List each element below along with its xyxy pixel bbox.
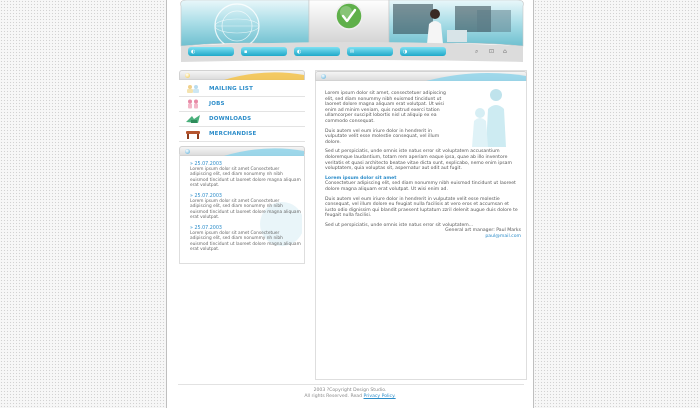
nav-button-5[interactable]: [400, 47, 446, 56]
nav-button-1[interactable]: [188, 47, 234, 56]
article-paragraph: Duis autem vel eum iriure dolor in hendrerit in vulputate velit esse molestie consequat, vel illum dolore eu feugiat nulla facilisis at vero eros et accumsan et iusto odio dignissim qui blandit praesent luptatum zzril delenit augue duis dolore te feugait nulla facilisi.: [325, 196, 518, 219]
nav-button-3[interactable]: [294, 47, 340, 56]
yellow-bullet-icon: [185, 73, 190, 78]
menu-item-merchandise[interactable]: [179, 127, 305, 142]
nav-icon-2: ▪: [244, 48, 248, 55]
search-icon[interactable]: ⌕: [475, 48, 479, 55]
blue-bullet-icon: [321, 74, 326, 79]
news-item: [190, 226, 302, 253]
article-paragraph: Lorem ipsum dolor sit amet, consectetuer adipiscing elit, sed diam nonummy nibh euismod tincidunt ut laoreet dolore magna aliquam erat volutpat. Ut wisi enim ad minim veniam, quis nostrud exerci tation ullamcorper suscipit lobortis nisl ut aliquip ex ea commodo consequat.: [325, 91, 446, 124]
sitemap-icon[interactable]: ⊡: [489, 48, 495, 55]
article-paragraph: Sed ut perspiciatis, unde omnis iste natus error sit voluptatem accusantium doloremque laudantium, totam rem aperiam eaque ipsa, quae ab illo inventore veritatis et quasi architecto beatae vitae dicta sunt, explicabo, nemo enim ipsam voluptatem, quia voluptas sit, aspernatur aut odit aut fugit.: [325, 149, 512, 172]
news-item: [190, 194, 302, 221]
nav-icon-3: ◐: [297, 48, 302, 55]
menu-item-mailing-list[interactable]: [179, 82, 305, 97]
signature-name: General art manager: Paul Marks: [445, 228, 521, 234]
copyright-text: 2003 ?Copyright Design Studio.: [313, 388, 387, 393]
sidebar-menu: [179, 82, 305, 142]
privacy-policy-link[interactable]: Privacy Policy.: [363, 393, 396, 399]
menu-item-label: MERCHANDISE: [209, 131, 257, 137]
workers-icon: [185, 99, 201, 109]
article-subheading: Lorem ipsum dolor sit amet: [325, 175, 397, 181]
article-paragraph: Sed ut perspiciatis, unde omnis iste natus error sit voluptatem...: [325, 222, 474, 228]
signature-block: [325, 228, 521, 239]
nav-button-2[interactable]: [241, 47, 287, 56]
menu-item-downloads[interactable]: [179, 112, 305, 127]
menu-item-label: JOBS: [209, 101, 225, 107]
rights-text: All rights Reserved. Read: [304, 393, 363, 399]
nav-icon-1: ◐: [191, 48, 196, 55]
menu-item-jobs[interactable]: [179, 97, 305, 112]
checkmark-logo-icon: [335, 2, 363, 30]
article-paragraph: Consectetuer adipiscing elit, sed diam nonummy nibh euismod tincidunt ut laoreet dolore magna aliquam erat volutpat. Ut wisi enim ad.: [325, 181, 516, 192]
nav-icon-5: ◑: [403, 48, 408, 55]
article-paragraph: Duis autem vel eum iriure dolor in hendrerit in vulputate velit esse molestie consequat, vel illum dolore.: [325, 128, 440, 145]
home-icon[interactable]: ⌂: [503, 48, 507, 55]
header-swoosh: [224, 71, 304, 80]
header-swoosh: [426, 72, 526, 81]
news-date[interactable]: » 25.07.2003: [190, 162, 222, 167]
signature-email-link[interactable]: paul@mail.com: [485, 234, 521, 240]
main-article: [325, 91, 521, 240]
news-date[interactable]: » 25.07.2003: [190, 226, 222, 231]
menu-panel-header: [179, 70, 305, 80]
news-text: Lorem ipsum dolor sit amet Consectetuer adipiscing elit, sed diam nonummy nh nibh euismod tincidunt ut laoreet dolore magna aliquam erat volutpat.: [190, 231, 301, 253]
download-icon: [185, 114, 201, 124]
main-navigation: [188, 47, 524, 59]
news-panel: [179, 154, 305, 264]
merchandise-icon: [185, 129, 201, 139]
news-text: Lorem ipsum dolor sit amet Consectetuer adipiscing elit, sed diam nonummy nh nibh euismod tincidunt ut laoreet dolore magna aliquam erat volutpat.: [190, 167, 301, 189]
news-item: [190, 162, 302, 189]
nav-icon-4: ✉: [350, 48, 355, 55]
nav-button-4[interactable]: [347, 47, 393, 56]
people-icon: [185, 84, 201, 94]
main-content-panel: [315, 70, 527, 380]
menu-item-label: DOWNLOADS: [209, 116, 252, 122]
news-date[interactable]: » 25.07.2003: [190, 194, 222, 199]
news-text: Lorem ipsum dolor sit amet Consectetuer adipiscing elit, sed diam nonummy nh nibh euismod tincidunt ut laoreet dolore magna aliquam erat volutpat.: [190, 199, 301, 221]
main-panel-header: [315, 71, 527, 81]
menu-item-label: MAILING LIST: [209, 86, 254, 92]
